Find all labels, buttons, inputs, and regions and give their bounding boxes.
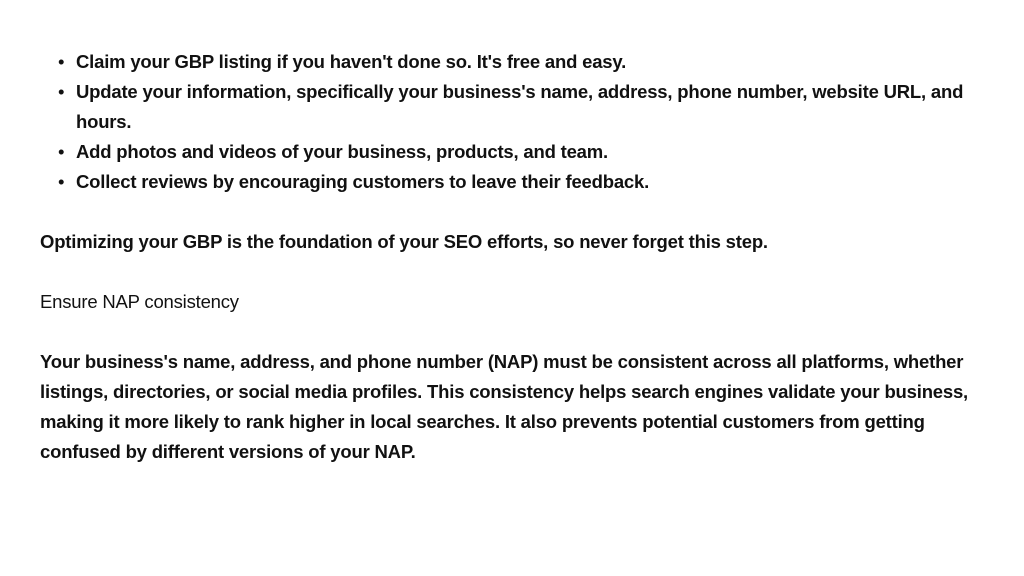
list-item (58, 47, 984, 77)
list-item-text: Collect reviews by encouraging customers to leave their feedback. (76, 171, 650, 192)
bullet-icon: • (58, 81, 65, 102)
list-item-text: Claim your GBP listing if you haven't done so. It's free and easy. (76, 51, 627, 72)
section-heading: Ensure NAP consistency (40, 291, 239, 312)
bullet-icon: • (58, 171, 65, 192)
optimize-note: Optimizing your GBP is the foundation of your SEO efforts, so never forget this step. (40, 231, 768, 252)
list-item (58, 167, 984, 197)
list-item-text: Update your information, specifically your business's name, address, phone number, website URL, and hours. (76, 81, 964, 132)
nap-paragraph: Your business's name, address, and phone number (NAP) must be consistent across all platforms, whether listings, directories, or social media profiles. This consistency helps search engines validate your business, making it more likely to rank higher in local searches. It also prevents potential customers from getting confused by different versions of your NAP. (40, 351, 968, 462)
bullet-icon: • (58, 141, 65, 162)
list-item (58, 77, 984, 137)
bullet-icon: • (58, 51, 65, 72)
gbp-steps-list (40, 47, 984, 197)
list-item-text: Add photos and videos of your business, products, and team. (76, 141, 608, 162)
list-item (58, 137, 984, 167)
